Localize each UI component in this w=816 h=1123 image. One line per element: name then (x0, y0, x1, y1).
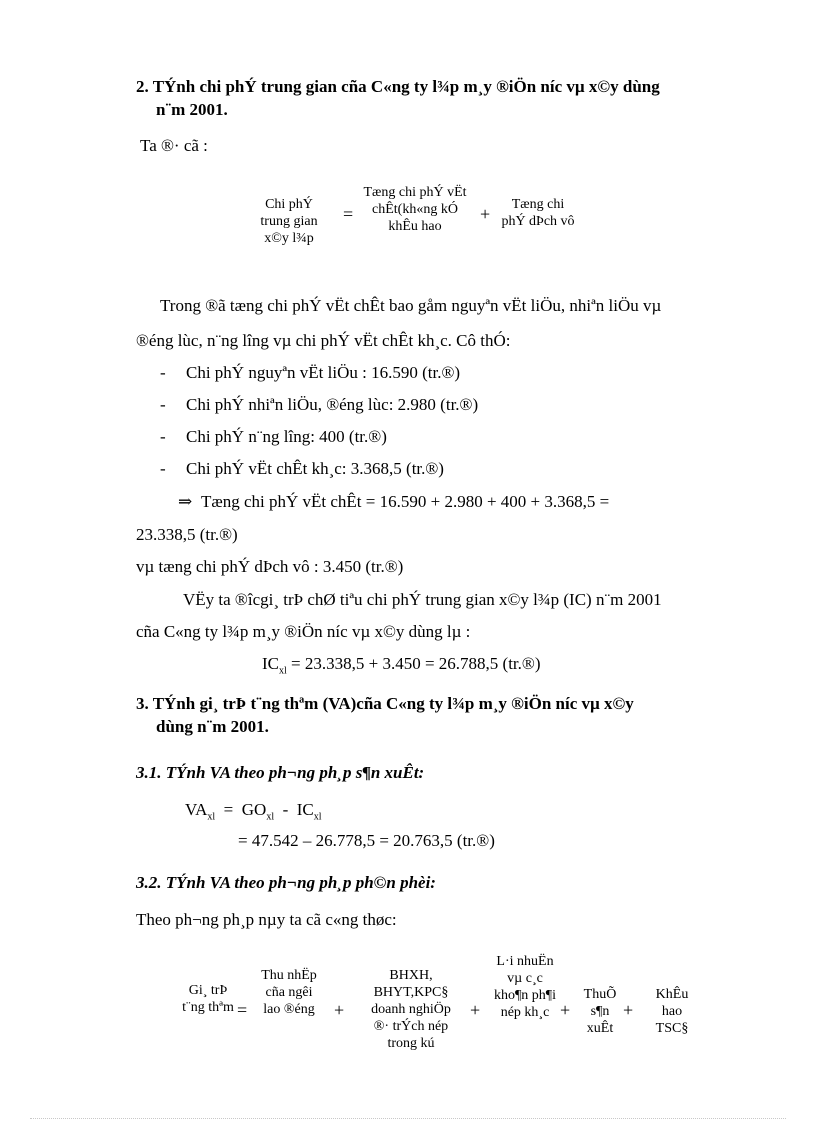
formula2-term-production-tax: ThuÕ s¶n xuÊt (583, 987, 617, 1036)
section-3-heading-line1: 3. TÝnh gi¸ trÞ t¨ng thªm (VA)cña C«ng ty l¾p m¸y ®iÖn níc vµ x©y (136, 694, 634, 713)
formula2-equals: = (237, 1000, 248, 1020)
minus-sign: - (282, 800, 289, 819)
formula1-term-service-cost: Tæng chi phÝ dÞch vô (501, 197, 575, 229)
formula1-equals: = (343, 204, 354, 224)
formula2-plus-4: + (623, 1000, 634, 1020)
formula2-term-profit: L·i nhuËn vµ c¸c kho¶n ph¶i nép kh¸c (493, 954, 557, 1020)
section-2-heading-line2: n¨m 2001. (156, 100, 228, 119)
service-cost-line: vµ tæng chi phÝ dÞch vô : 3.450 (tr.®) (136, 557, 404, 576)
va-result: = 47.542 – 26.778,5 = 20.763,5 (tr.®) (238, 831, 495, 850)
list-item: Chi phÝ nhiªn liÖu, ®éng lùc: 2.980 (tr.®) (186, 395, 479, 414)
implies-arrow: ⇒ (178, 492, 193, 511)
formula2-plus-2: + (470, 1000, 481, 1020)
go-subscript: xl (266, 811, 275, 823)
ic-subscript: xl (313, 811, 322, 823)
ic-label: IC (262, 654, 279, 673)
va-label: VA (185, 800, 208, 819)
formula2-plus-1: + (334, 1000, 345, 1020)
va-equation (185, 800, 322, 822)
formula2-lhs: Gi¸ trÞ t¨ng thªm (182, 983, 234, 1015)
list-item-dash: - (160, 395, 166, 414)
intro-text: Ta ®· cã : (140, 136, 208, 155)
subsection-3-1-title: 3.1. TÝnh VA theo ph¬ng ph¸p s¶n xuÊt: (136, 763, 425, 782)
va-equals: = (223, 800, 234, 819)
subsection-3-2-title: 3.2. TÝnh VA theo ph¬ng ph¸p ph©n phèi: (136, 873, 436, 892)
formula2-term-labor-income: Thu nhËp cña ngêi lao ®éng (261, 968, 317, 1017)
list-item: Chi phÝ nguyªn vËt liÖu : 16.590 (tr.®) (186, 363, 461, 382)
va-subscript: xl (207, 811, 216, 823)
paragraph-line1: Trong ®ã tæng chi phÝ vËt chÊt bao gåm nguyªn vËt liÖu, nhiªn liÖu vµ (160, 296, 662, 315)
conclusion-line1: VËy ta ®îcgi¸ trÞ chØ tiªu chi phÝ trung gian x©y l¾p (IC) n¨m 2001 (183, 590, 662, 609)
ic-label: IC (296, 800, 314, 819)
list-item-dash: - (160, 363, 166, 382)
paragraph-line2: ®éng lùc, n¨ng lîng vµ chi phÝ vËt chÊt kh¸c. Cô thÓ: (136, 331, 511, 350)
conclusion-line2: cña C«ng ty l¾p m¸y ®iÖn níc vµ x©y dùng lµ : (136, 622, 471, 641)
list-item: Chi phÝ vËt chÊt kh¸c: 3.368,5 (tr.®) (186, 459, 444, 478)
list-item-dash: - (160, 427, 166, 446)
section-3-heading-line2: dùng n¨m 2001. (156, 717, 269, 736)
formula2-term-depreciation: KhÊu hao TSC§ (655, 987, 689, 1036)
list-item-dash: - (160, 459, 166, 478)
formula1-lhs: Chi phÝ trung gian x©y l¾p (260, 197, 318, 246)
go-label: GO (241, 800, 267, 819)
section-2-heading-line1: 2. TÝnh chi phÝ trung gian cña C«ng ty l¾p m¸y ®iÖn níc vµ x©y dùng (136, 77, 660, 96)
subsection-3-2-intro: Theo ph¬ng ph¸p nµy ta cã c«ng thøc: (136, 910, 397, 929)
list-item: Chi phÝ n¨ng lîng: 400 (tr.®) (186, 427, 387, 446)
ic-expression: = 23.338,5 + 3.450 = 26.788,5 (tr.®) (286, 654, 541, 673)
formula1-term-material-cost: Tæng chi phÝ vËt chÊt(kh«ng kÓ khÊu hao (363, 185, 467, 234)
ic-equation (262, 654, 540, 676)
footer-divider (30, 1118, 786, 1119)
total-material-line2: 23.338,5 (tr.®) (136, 525, 238, 544)
formula2-plus-3: + (560, 1000, 571, 1020)
formula1-plus: + (480, 204, 491, 224)
total-material-line1: Tæng chi phÝ vËt chÊt = 16.590 + 2.980 + 400 + 3.368,5 = (201, 492, 610, 511)
ic-subscript: xl (279, 665, 287, 677)
formula2-term-insurance: BHXH, BHYT,KPC§ doanh nghiÖp ®· trÝch nép trong kú (371, 968, 451, 1051)
